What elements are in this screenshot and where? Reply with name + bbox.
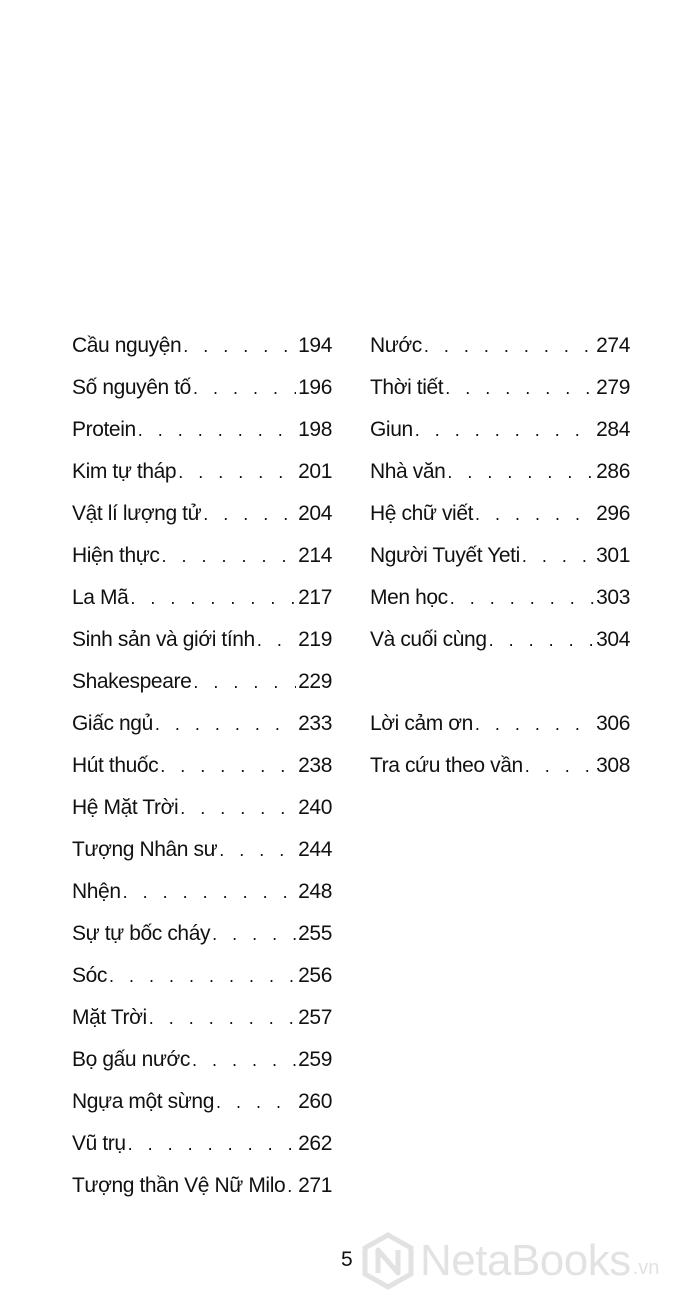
toc-entry-page: 238 — [298, 754, 332, 777]
toc-entry — [72, 712, 332, 754]
toc-entry-page: 256 — [298, 964, 332, 987]
toc-entry-page: 219 — [298, 628, 332, 651]
watermark-text: NetaBooks — [420, 1236, 631, 1285]
toc-entry — [72, 1048, 332, 1090]
toc-entry-title: Hút thuốc — [72, 754, 159, 777]
toc-entry-page: 274 — [596, 334, 630, 357]
toc-entry-title: Vũ trụ — [72, 1132, 126, 1155]
dot-leader — [475, 714, 594, 735]
toc-entry-title: Sự tự bốc cháy — [72, 922, 211, 945]
toc-entry-page: 217 — [298, 586, 332, 609]
toc-entry — [72, 418, 332, 460]
toc-entry-page: 214 — [298, 544, 332, 567]
toc-entry — [72, 586, 332, 628]
dot-leader — [162, 546, 297, 567]
toc-entry — [72, 1174, 332, 1216]
toc-entry-page: 260 — [298, 1090, 332, 1113]
watermark — [362, 1232, 659, 1290]
toc-entry-page: 286 — [596, 460, 630, 483]
toc-entry — [72, 670, 332, 712]
toc-entry-title: Shakespeare — [72, 670, 192, 693]
dot-leader — [203, 504, 296, 525]
toc-entry-title: Bọ gấu nước — [72, 1048, 191, 1071]
dot-leader — [489, 630, 595, 651]
toc-entry-title: Giun — [370, 418, 413, 441]
dot-leader — [522, 546, 594, 567]
toc-entry — [370, 334, 630, 376]
toc-entry — [72, 544, 332, 586]
toc-entry-page: 194 — [298, 334, 332, 357]
toc-entry-page: 257 — [298, 1006, 332, 1029]
toc-entry-page: 244 — [298, 838, 332, 861]
toc-entry-page: 262 — [298, 1132, 332, 1155]
toc-entry-page: 306 — [596, 712, 630, 735]
toc-entry — [370, 712, 630, 754]
toc-entry-title: Tra cứu theo vần — [370, 754, 523, 777]
toc-entry-page: 201 — [298, 460, 332, 483]
dot-leader — [180, 798, 296, 819]
toc-section-gap — [370, 670, 630, 712]
dot-leader — [447, 462, 594, 483]
toc-entry-page: 248 — [298, 880, 332, 903]
toc-entry-title: Số nguyên tố — [72, 376, 191, 399]
toc-entry-title: Nước — [370, 334, 422, 357]
toc-entry-page: 279 — [596, 376, 630, 399]
toc-entry — [72, 754, 332, 796]
toc-entry-title: Cầu nguyện — [72, 334, 182, 357]
toc-entry-page: 204 — [298, 502, 332, 525]
page-number: 5 — [341, 1248, 353, 1271]
toc-entry-title: La Mã — [72, 586, 129, 609]
dot-leader — [415, 420, 594, 441]
toc-entry-title: Tượng Nhân sư — [72, 838, 218, 861]
toc-entry-page: 301 — [596, 544, 630, 567]
toc-entry-page: 284 — [596, 418, 630, 441]
toc-entry-title: Men học — [370, 586, 448, 609]
toc-entry-page: 196 — [298, 376, 332, 399]
dot-leader — [183, 336, 296, 357]
toc-entry-title: Lời cảm ơn — [370, 712, 473, 735]
dot-leader — [212, 924, 296, 945]
toc-entry-title: Hệ Mặt Trời — [72, 796, 179, 819]
toc-entry — [72, 964, 332, 1006]
toc-entry — [370, 544, 630, 586]
toc-entry-page: 259 — [298, 1048, 332, 1071]
toc-entry-page: 308 — [596, 754, 630, 777]
toc-entry-title: Ngựa một sừng — [72, 1090, 214, 1113]
dot-leader — [155, 714, 296, 735]
toc-entry-title: Thời tiết — [370, 376, 444, 399]
dot-leader — [109, 966, 296, 987]
toc-entry — [370, 628, 630, 670]
toc-entry — [72, 376, 332, 418]
toc-entry-title: Hệ chữ viết — [370, 502, 474, 525]
toc-entry — [72, 1006, 332, 1048]
toc-entry — [72, 502, 332, 544]
toc-entry-page: 296 — [596, 502, 630, 525]
dot-leader — [257, 630, 296, 651]
toc-entry-page: 303 — [596, 586, 630, 609]
toc-entry-title: Nhện — [72, 880, 121, 903]
toc-entry — [370, 586, 630, 628]
toc-entry-page: 229 — [298, 670, 332, 693]
watermark-suffix: .vn — [632, 1257, 660, 1279]
toc-entry-title: Vật lí lượng tử — [72, 502, 202, 525]
toc-entry-title: Sinh sản và giới tính — [72, 628, 255, 651]
dot-leader — [219, 840, 296, 861]
dot-leader — [130, 588, 296, 609]
toc-entry — [72, 796, 332, 838]
dot-leader — [149, 1008, 296, 1029]
toc-entry — [72, 460, 332, 502]
dot-leader — [123, 882, 297, 903]
toc-entry — [370, 376, 630, 418]
dot-leader — [138, 420, 296, 441]
dot-leader — [450, 588, 594, 609]
toc-entry — [370, 754, 630, 796]
toc-entry — [370, 502, 630, 544]
toc-entry-title: Tượng thần Vệ Nữ Milo — [72, 1174, 286, 1197]
toc-entry-page: 198 — [298, 418, 332, 441]
toc-right-column — [370, 334, 630, 796]
toc-entry — [72, 880, 332, 922]
dot-leader — [216, 1092, 296, 1113]
toc-entry-title: Mặt Trời — [72, 1006, 147, 1029]
dot-leader — [287, 1176, 296, 1197]
dot-leader — [475, 504, 594, 525]
toc-entry — [370, 460, 630, 502]
toc-left-column — [72, 334, 332, 1216]
toc-entry-title: Và cuối cùng — [370, 628, 487, 651]
toc-entry-page: 304 — [596, 628, 630, 651]
dot-leader — [193, 672, 296, 693]
toc-entry-title: Protein — [72, 418, 136, 441]
toc-entry — [370, 418, 630, 460]
toc-entry-title: Nhà văn — [370, 460, 446, 483]
toc-entry-title: Người Tuyết Yeti — [370, 544, 520, 567]
dot-leader — [178, 462, 296, 483]
toc-entry — [72, 1090, 332, 1132]
n-logo-icon — [362, 1232, 414, 1290]
toc-entry — [72, 838, 332, 880]
toc-entry — [72, 922, 332, 964]
toc-entry — [72, 1132, 332, 1174]
toc-entry-title: Hiện thực — [72, 544, 160, 567]
dot-leader — [525, 756, 594, 777]
toc-entry-title: Sóc — [72, 964, 107, 987]
toc-entry-page: 233 — [298, 712, 332, 735]
dot-leader — [445, 378, 594, 399]
dot-leader — [160, 756, 296, 777]
toc-entry-title: Giấc ngủ — [72, 712, 153, 735]
dot-leader — [192, 1050, 296, 1071]
dot-leader — [128, 1134, 297, 1155]
toc-entry-page: 240 — [298, 796, 332, 819]
dot-leader — [424, 336, 594, 357]
toc-entry-page: 271 — [298, 1174, 332, 1197]
toc-entry-title: Kim tự tháp — [72, 460, 177, 483]
dot-leader — [193, 378, 296, 399]
toc-entry — [72, 334, 332, 376]
toc-entry-page: 255 — [298, 922, 332, 945]
toc-entry — [72, 628, 332, 670]
